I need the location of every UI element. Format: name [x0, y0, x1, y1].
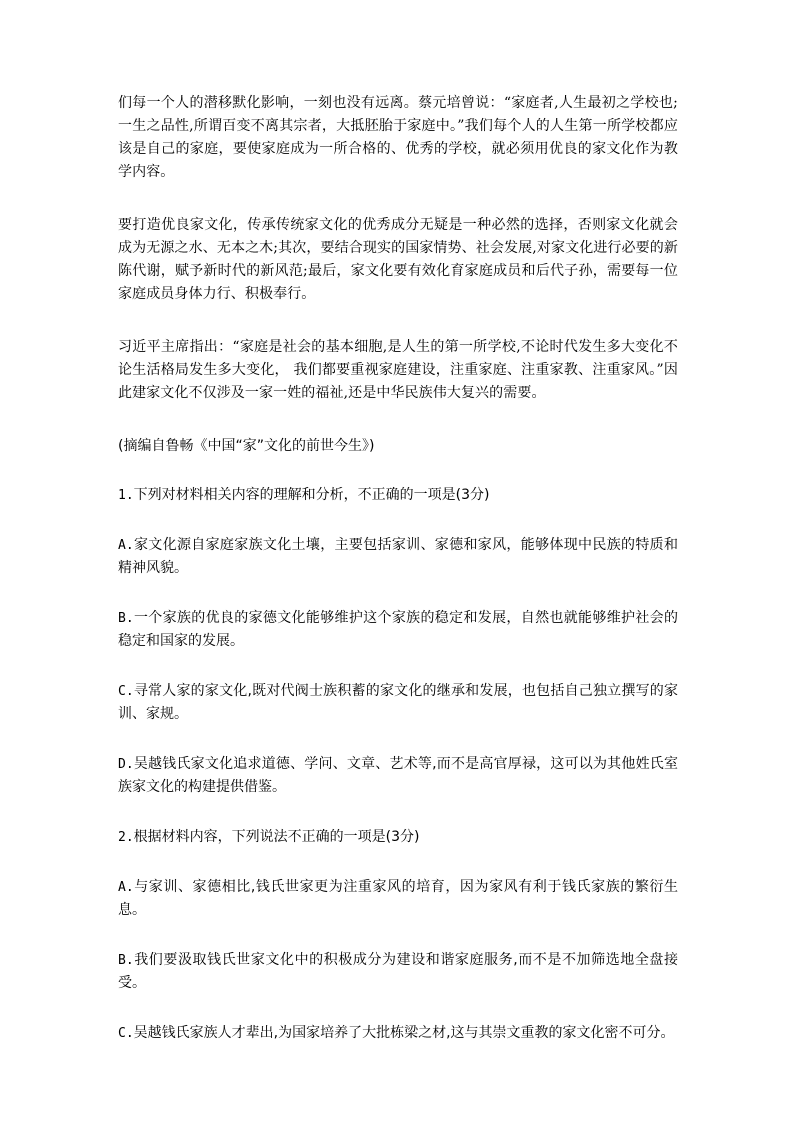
question-1-option-b: [118, 607, 678, 653]
option-letter: C.: [118, 684, 134, 699]
option-letter: A.: [118, 880, 134, 895]
option-text: 与家训、家德相比,钱氏世家更为注重家风的培育，因为家风有利于钱氏家族的繁衍生息。: [118, 879, 678, 918]
question-2-stem: [118, 826, 678, 849]
option-letter: C.: [118, 1026, 134, 1041]
option-text: 吴越钱氏家文化追求道德、学问、文章、艺术等,而不是高官厚禄，这可以为其他姓氏室族家文化的构建提供借鉴。: [118, 756, 678, 795]
source-citation: (摘编自鲁畅《中国“家”文化的前世今生》): [118, 438, 375, 454]
question-2-option-b: [118, 949, 678, 995]
passage-paragraph-3: 习近平主席指出：“家庭是社会的基本细胞,是人生的第一所学校,不论时代发生多大变化不论生活格局发生多大变化， 我们都要重视家庭建设，注重家庭、注重家教、注重家风。”因此建家文化不仅涉及一家一姓的福祉,还是中华民族伟大复兴的需要。: [118, 339, 678, 401]
question-text: 根据材料内容，下列说法不正确的一项是(3分): [133, 829, 420, 845]
question-1-stem: [118, 484, 678, 507]
option-text: 寻常人家的家文化,既对代阀士族积蓄的家文化的继承和发展，也包括自己独立撰写的家训、家规。: [118, 683, 678, 722]
option-letter: A.: [118, 538, 134, 553]
question-number: 2.: [118, 830, 134, 845]
option-letter: B.: [118, 953, 134, 968]
question-1-option-d: [118, 753, 678, 799]
option-letter: D.: [118, 757, 134, 772]
passage-paragraph-1: 们每一个人的潜移默化影响，一刻也没有远离。蔡元培曾说：“家庭者,人生最初之学校也;一生之品性,所谓百变不离其宗者，大抵胚胎于家庭中。”我们每个人的人生第一所学校都应该是自己的家庭，要使家庭成为一所合格的、优秀的学校，就必须用优良的家文化作为教学内容。: [118, 95, 678, 180]
question-1-option-c: [118, 680, 678, 726]
question-1-option-a: [118, 534, 678, 580]
document-page: [118, 92, 678, 1072]
option-text: 一个家族的优良的家德文化能够维护这个家族的稳定和发展，自然也就能够维护社会的稳定和国家的发展。: [118, 610, 678, 649]
option-text: 家文化源自家庭家族文化土壤，主要包括家训、家德和家风，能够体现中民族的特质和精神风貌。: [118, 537, 678, 576]
question-text: 下列对材料相关内容的理解和分析，不正确的一项是(3分): [133, 487, 490, 503]
question-number: 1.: [118, 488, 134, 503]
option-text: 吴越钱氏家族人才辈出,为国家培养了大批栋梁之材,这与其崇文重教的家文化密不可分。: [133, 1025, 675, 1041]
passage-paragraph-2: 要打造优良家文化，传承传统家文化的优秀成分无疑是一种必然的选择，否则家文化就会成为无源之水、无本之木;其次，要结合现实的国家情势、社会发展,对家文化进行必要的新陈代谢，赋予新时代的新风范;最后，家文化要有效化育家庭成员和后代子孙，需要每一位家庭成员身体力行、积极奉行。: [118, 217, 678, 302]
question-2-option-a: [118, 876, 678, 922]
option-letter: B.: [118, 611, 134, 626]
option-text: 我们要汲取钱氏世家文化中的积极成分为建设和谐家庭服务,而不是不加筛选地全盘接受。: [118, 952, 678, 991]
question-2-option-c: [118, 1022, 678, 1045]
